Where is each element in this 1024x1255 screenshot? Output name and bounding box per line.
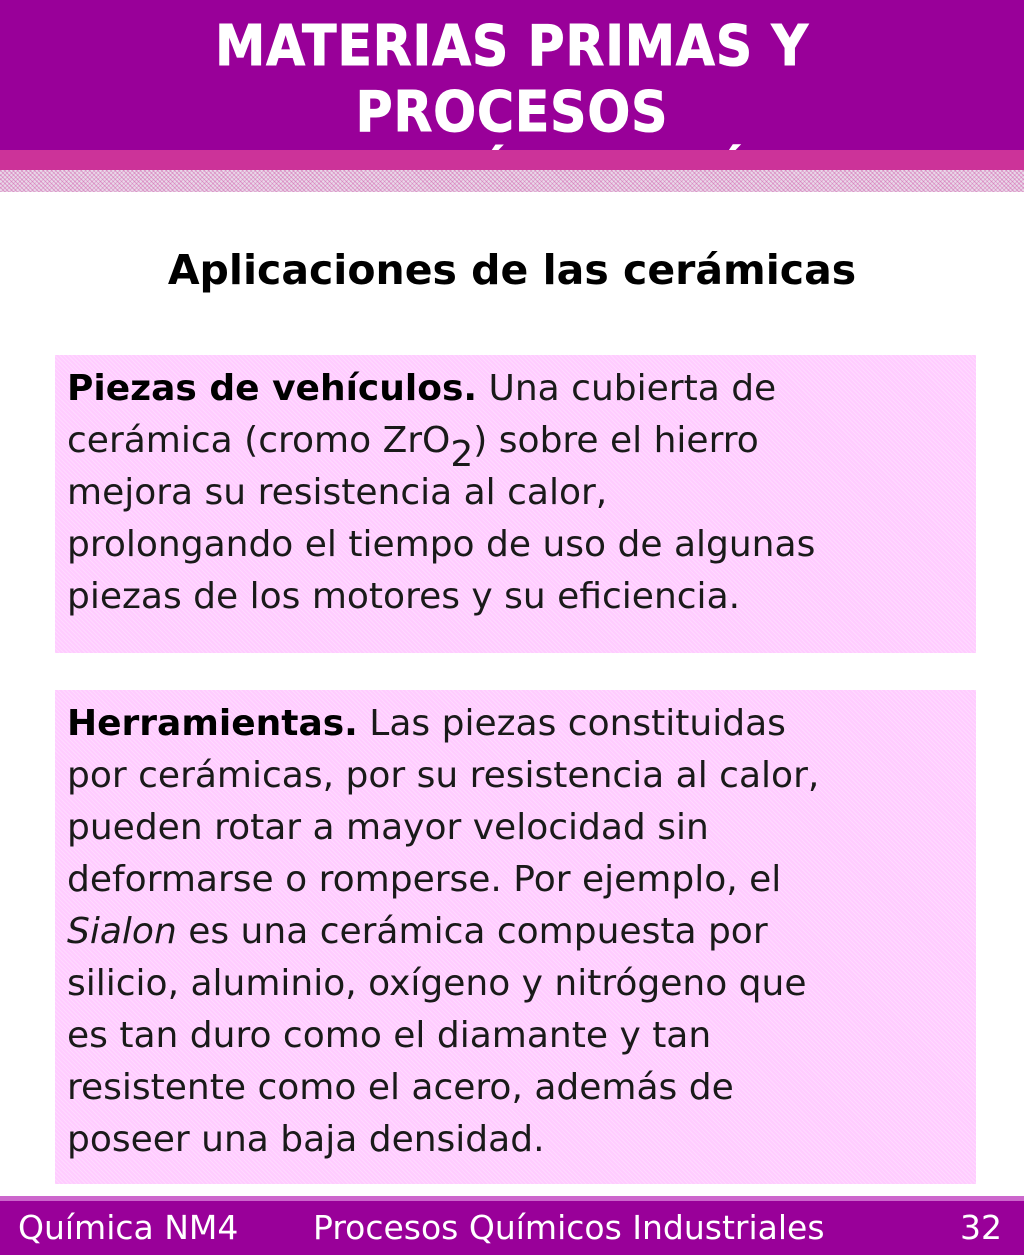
box1-line-2-text-a: cerámica (cromo ZrO	[67, 420, 451, 461]
box2-line-3: pueden rotar a mayor velocidad sin	[67, 807, 709, 848]
footer-course-label: Química NM4	[18, 1208, 239, 1247]
box1-line-2	[67, 415, 977, 475]
footer-topic-label: Procesos Químicos Industriales	[313, 1208, 825, 1247]
box1-line-2-text-b: ) sobre el hierro	[473, 420, 759, 461]
box2-line-7: es tan duro como el diamante y tan	[67, 1015, 712, 1056]
box2-line-1	[67, 698, 977, 750]
vehicle-parts-text	[67, 363, 977, 623]
section-title: Aplicaciones de las cerámicas	[167, 246, 857, 294]
vehicle-parts-heading: Piezas de vehículos.	[67, 368, 478, 409]
box1-line-3: mejora su resistencia al calor,	[67, 472, 608, 513]
box2-line-2: por cerámicas, por su resistencia al calor,	[67, 755, 820, 796]
header-dither-band	[0, 170, 1024, 192]
zro2-subscript: 2	[450, 434, 474, 475]
footer-page-number: 32	[960, 1208, 1002, 1247]
box1-line-1-text: Una cubierta de	[477, 368, 777, 409]
box2-line-1-text: Las piezas constituidas	[357, 703, 786, 744]
box1-line-5: piezas de los motores y su eficiencia.	[67, 576, 741, 617]
page-title-line-1: MATERIAS PRIMAS Y PROCESOS	[215, 14, 809, 145]
box1-line-4: prolongando el tiempo de uso de algunas	[67, 524, 816, 565]
box2-line-8: resistente como el acero, además de	[67, 1067, 734, 1108]
box2-line-4: deformarse o romperse. Por ejemplo, el	[67, 859, 782, 900]
box2-line-5	[67, 906, 977, 958]
box1-line-1	[67, 363, 977, 415]
box2-line-9: poseer una baja densidad.	[67, 1119, 545, 1160]
header-accent-line	[0, 150, 1024, 170]
vehicle-parts-box	[55, 355, 976, 653]
box2-line-5-text: es una cerámica compuesta por	[176, 911, 768, 952]
tools-heading: Herramientas.	[67, 703, 358, 744]
tools-box	[55, 690, 976, 1184]
tools-text	[67, 698, 977, 1166]
box2-line-6: silicio, aluminio, oxígeno y nitrógeno que	[67, 963, 807, 1004]
sialon-term: Sialon	[67, 911, 177, 952]
